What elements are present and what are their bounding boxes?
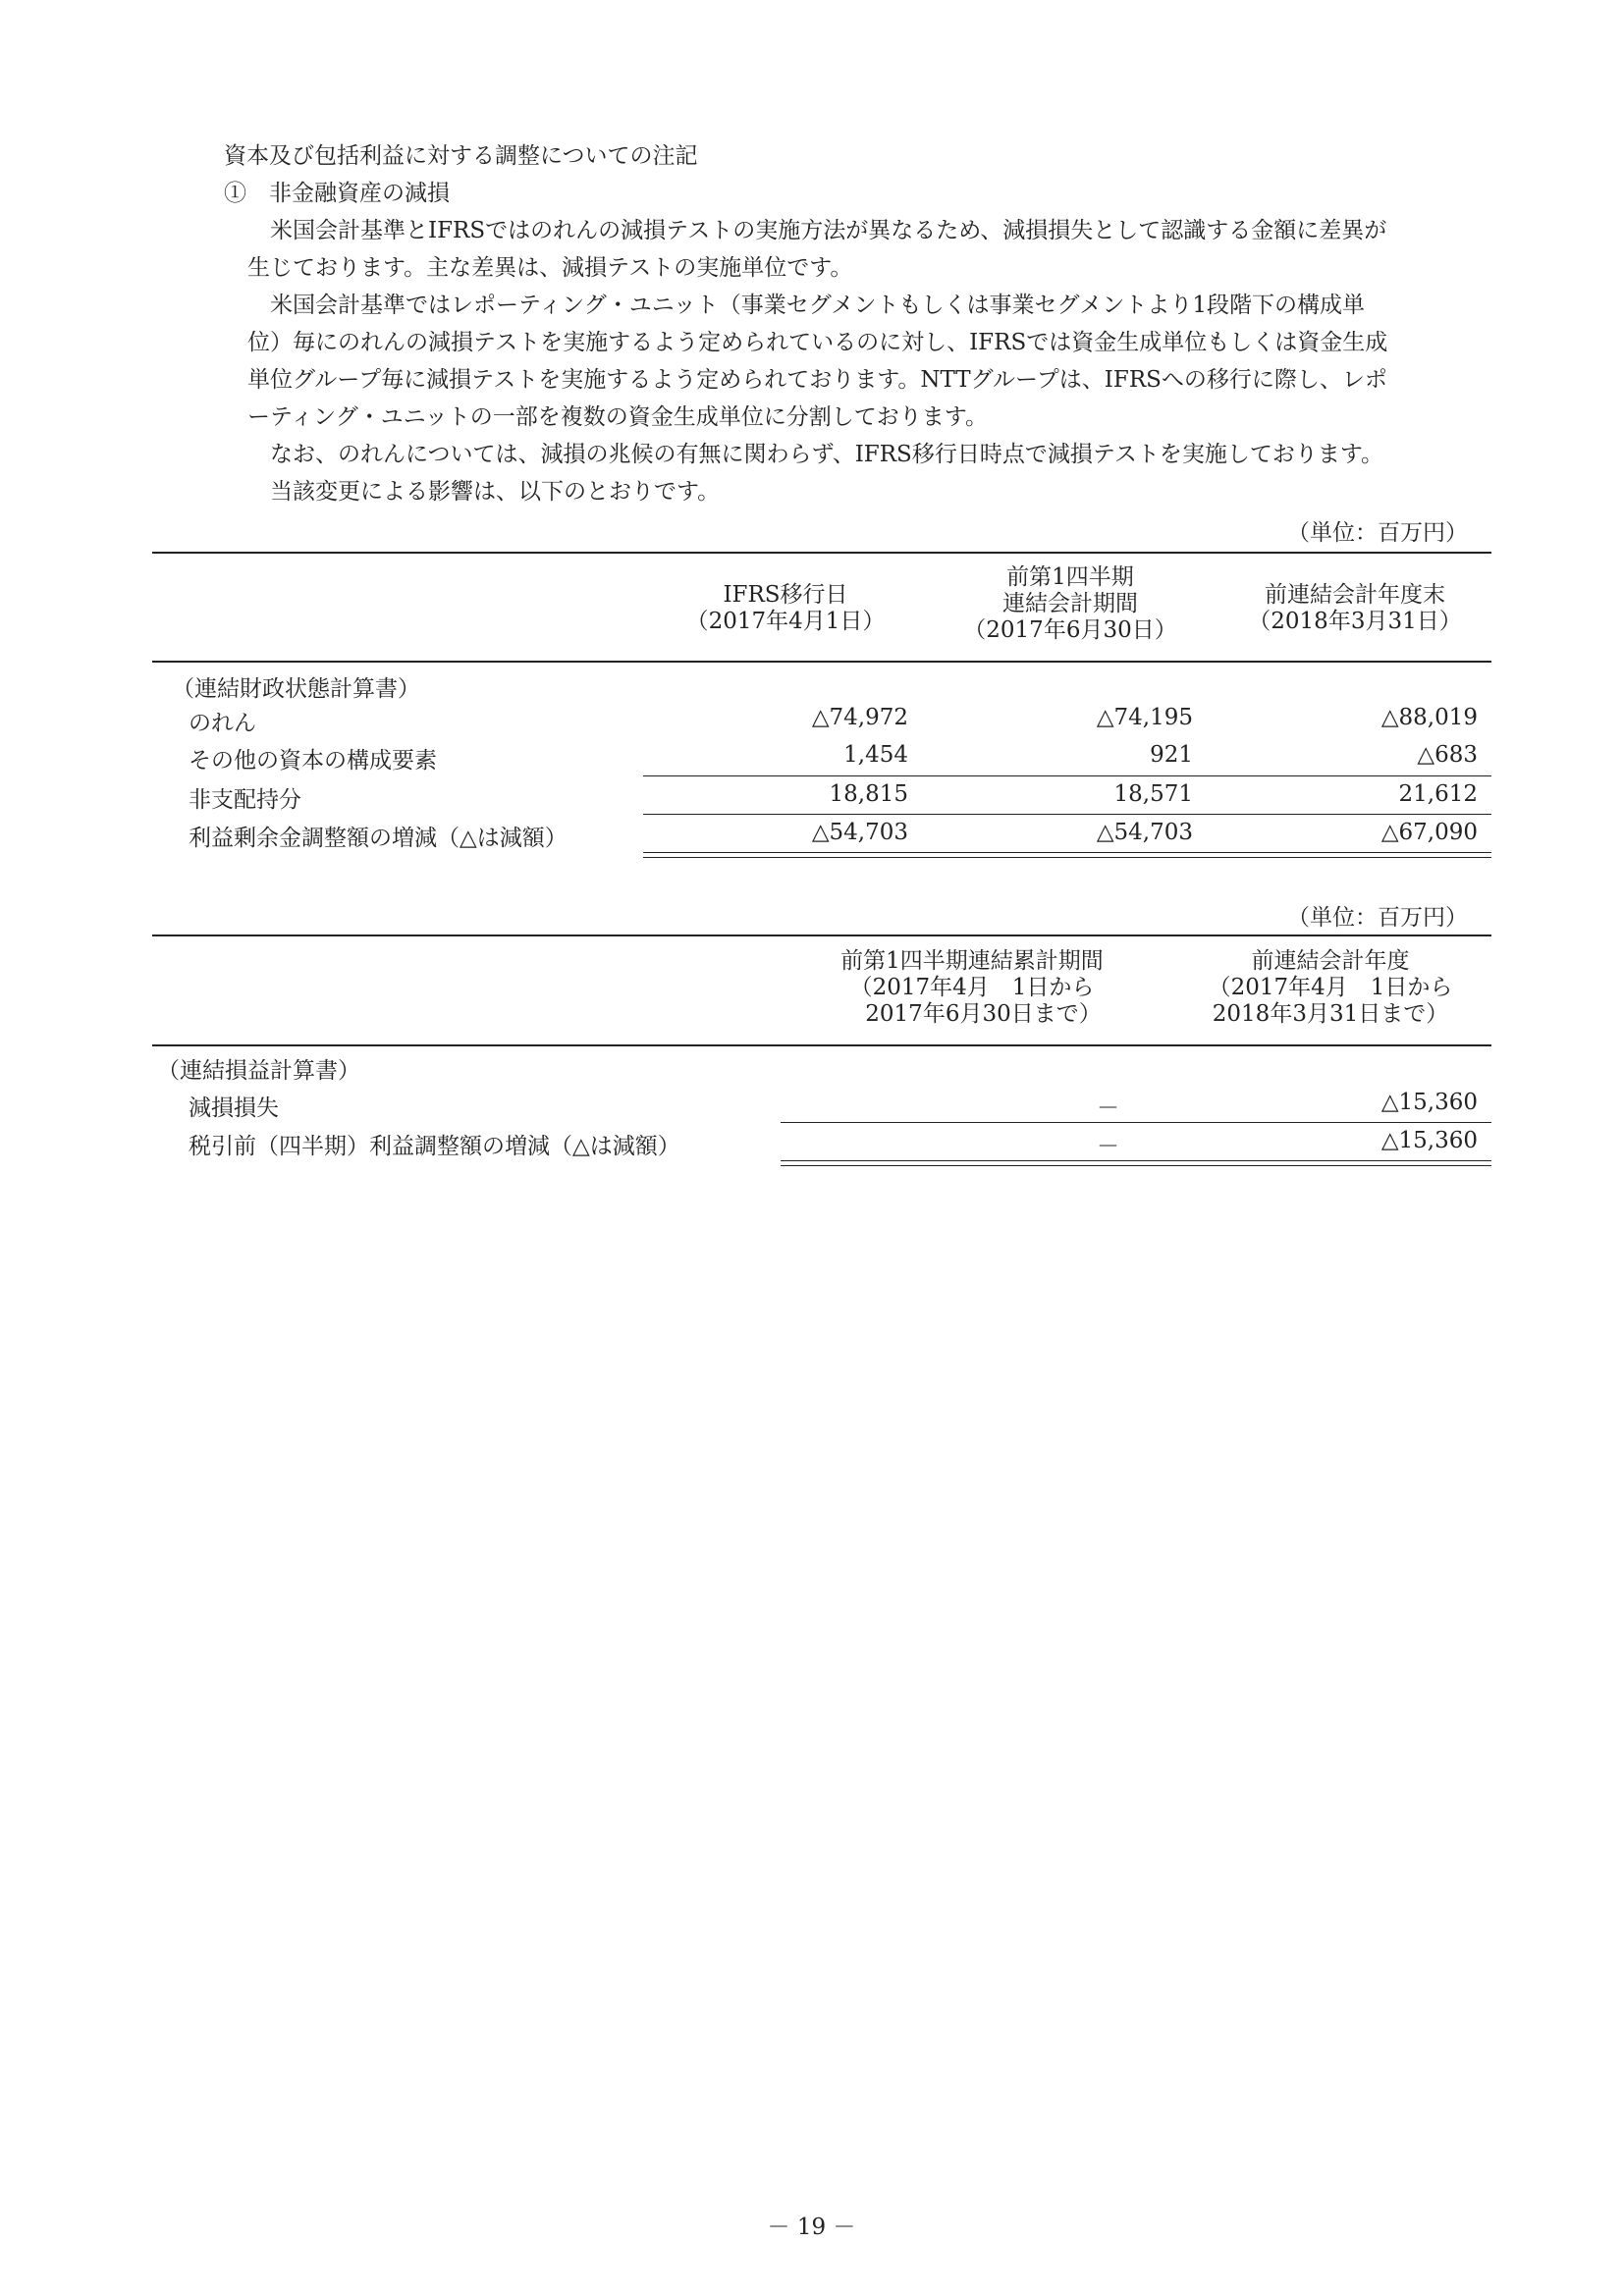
table1-cell: △54,703 (1096, 820, 1193, 845)
table1-row-label: 利益剰余金調整額の増減（△は減額） (189, 826, 568, 851)
table1-unit: （単位：百万円） (1287, 520, 1468, 546)
table2-col-header-fy: 前連結会計年度 （2017年4月 1日から 2018年3月31日まで） (1208, 948, 1453, 1027)
table1-row-label: のれん (189, 711, 256, 736)
table1-cell: 1,454 (843, 742, 908, 768)
table1-header-rule (152, 661, 1491, 663)
notes-paragraph-line: ーティング・ユニットの一部を複数の資金生成単位に分割しております。 (247, 404, 988, 430)
table2-cell: △15,360 (1380, 1128, 1478, 1153)
table1-row-label: 非支配持分 (189, 787, 301, 813)
table1-cell: △67,090 (1380, 820, 1478, 845)
table1-cell: △88,019 (1380, 705, 1478, 730)
notes-paragraph-line: 米国会計基準ではレポーティング・ユニット（事業セグメントもしくは事業セグメントより1段階下の構成単 (247, 293, 1365, 318)
table1-double-rule (643, 852, 1491, 853)
notes-paragraph-line: 米国会計基準とIFRSではのれんの減損テストの実施方法が異なるため、減損損失として認識する金額に差異が (247, 218, 1387, 243)
table2-double-rule (781, 1160, 1491, 1161)
table1-cell: △54,703 (811, 820, 908, 845)
table1-cell: 921 (1150, 742, 1193, 768)
table2-row-label: 減損損失 (189, 1095, 279, 1121)
table1-cell: 18,815 (829, 781, 908, 807)
table2-header-rule (152, 1044, 1491, 1046)
table2-section-label: （連結損益計算書） (157, 1058, 360, 1084)
table1-cell: △683 (1417, 742, 1478, 768)
table1-top-rule (152, 552, 1491, 554)
table2-cell: △15,360 (1380, 1090, 1478, 1115)
table1-double-rule (643, 857, 1491, 858)
table2-row-label: 税引前（四半期）利益調整額の増減（△は減額） (189, 1134, 680, 1159)
notes-item-title: ① 非金融資産の減損 (224, 181, 450, 206)
table1-total-rule (643, 814, 1491, 815)
table1-subtotal-rule (643, 775, 1491, 776)
table1-cell: 21,612 (1398, 781, 1478, 807)
notes-paragraph-line: なお、のれんについては、減損の兆候の有無に関わらず、IFRS移行日時点で減損テストを実施しております。 (247, 442, 1384, 467)
table1-cell: △74,972 (811, 705, 908, 730)
table2-total-rule (781, 1122, 1491, 1123)
table1-row-label: その他の資本の構成要素 (189, 748, 437, 774)
page-number: － 19 － (767, 2215, 856, 2240)
table1-cell: 18,571 (1113, 781, 1193, 807)
table2-cell: － (1097, 1095, 1119, 1121)
table1-col-header-q1: 前第1四半期 連結会計期間 （2017年6月30日） (963, 564, 1177, 643)
table1-col-header-fy: 前連結会計年度末 （2018年3月31日） (1248, 582, 1462, 634)
table1-cell: △74,195 (1096, 705, 1193, 730)
notes-paragraph-line: 生じております。主な差異は、減損テストの実施単位です。 (247, 255, 853, 281)
table2-double-rule (781, 1165, 1491, 1166)
table1-col-header-ifrs: IFRS移行日 （2017年4月1日） (685, 582, 886, 634)
notes-paragraph-line: 当該変更による影響は、以下のとおりです。 (247, 479, 721, 505)
table2-col-header-q1: 前第1四半期連結累計期間 （2017年4月 1日から 2017年6月30日まで） (840, 948, 1104, 1027)
notes-paragraph-line: 位）毎にのれんの減損テストを実施するよう定められているのに対し、IFRSでは資金生成単位もしくは資金生成 (247, 330, 1388, 355)
table2-unit: （単位：百万円） (1287, 905, 1468, 931)
notes-heading: 資本及び包括利益に対する調整についての注記 (224, 143, 698, 169)
table2-cell: － (1097, 1134, 1119, 1159)
table2-top-rule (152, 934, 1491, 936)
table1-section-label: （連結財政状態計算書） (172, 676, 420, 702)
notes-paragraph-line: 単位グループ毎に減損テストを実施するよう定められております。NTTグループは、IFRSへの移行に際し、レポ (247, 367, 1387, 393)
